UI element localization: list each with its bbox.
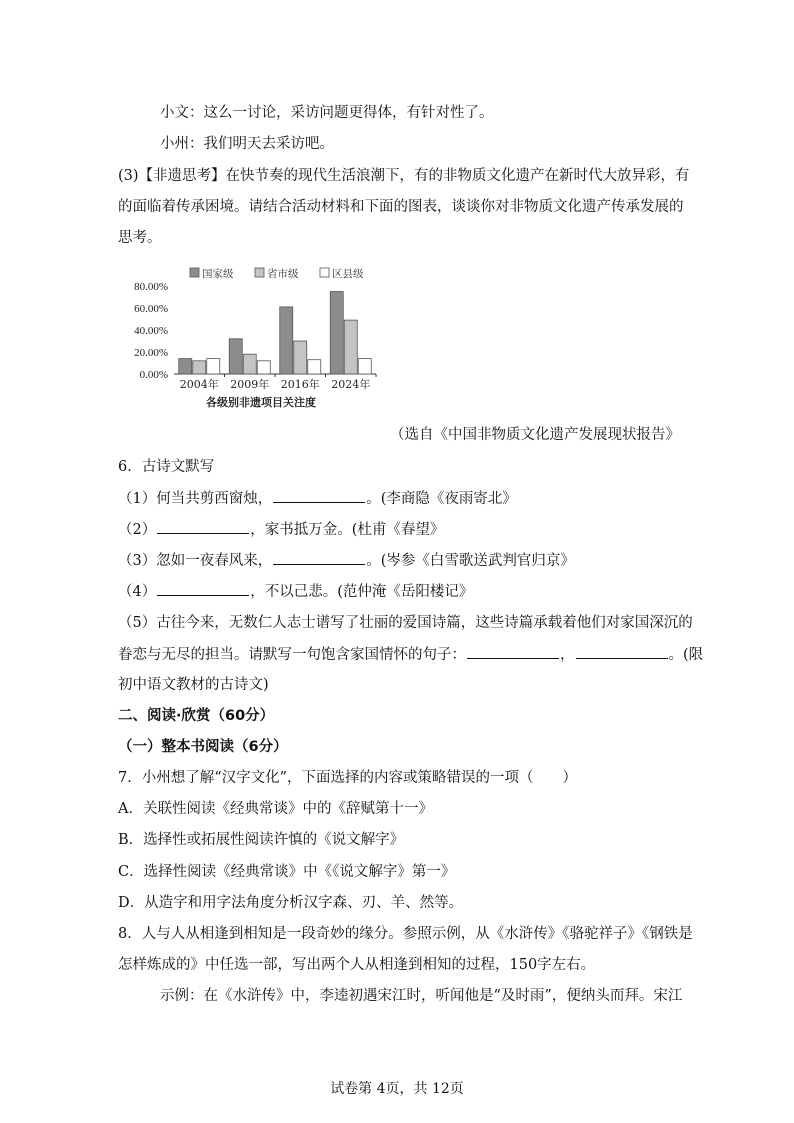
legend-swatch	[320, 268, 329, 277]
bar	[294, 341, 307, 374]
bar	[193, 361, 206, 374]
q6-item-5-line3: 初中语文教材的古诗文)	[118, 677, 269, 693]
y-tick-label: 80.00%	[134, 281, 168, 293]
q6-item-3-post: 。(岑参《白雪歌送武判官归京》	[366, 553, 575, 569]
answer-blank-3[interactable]	[273, 550, 365, 565]
legend-label: 国家级	[202, 268, 234, 280]
bar	[358, 359, 371, 374]
q3-line2: 的面临着传承困境。请结合活动材料和下面的图表，谈谈你对非物质文化遗产传承发展的	[118, 199, 684, 215]
answer-blank-5a[interactable]	[467, 644, 559, 659]
y-tick-label: 60.00%	[134, 303, 168, 315]
bar	[229, 339, 242, 374]
legend-swatch	[255, 268, 264, 277]
bar	[243, 354, 256, 374]
y-tick-label: 20.00%	[134, 347, 168, 359]
answer-blank-4[interactable]	[157, 581, 249, 596]
q6-item-2-pre: （2）	[118, 522, 157, 538]
dialogue-xiaozhou: 小州：我们明天去采访吧。	[160, 136, 334, 152]
chart-source: （选自《中国非物质文化遗产发展现状报告》	[390, 427, 680, 443]
q3-line1: (3)【非遗思考】在快节奏的现代生活浪潮下，有的非物质文化遗产在新时代大放异彩，有	[118, 168, 690, 184]
q6-item-4	[118, 581, 473, 602]
x-tick-label: 2004年	[179, 378, 219, 391]
q6-item-5-post: 。(限	[668, 647, 704, 663]
q6-item-5-line2	[118, 644, 703, 665]
q7-option-a[interactable]: A．关联性阅读《经典常谈》中的《辞赋第十一》	[118, 801, 433, 817]
answer-blank-5b[interactable]	[576, 644, 668, 659]
bar	[179, 359, 192, 374]
q6-item-4-pre: （4）	[118, 584, 157, 600]
answer-blank-2[interactable]	[157, 519, 249, 534]
q8-example: 示例：在《水浒传》中，李逵初遇宋江时，听闻他是“及时雨”，便纳头而拜。宋江	[160, 988, 683, 1004]
y-tick-label: 40.00%	[134, 325, 168, 337]
q6-title: 6．古诗文默写	[118, 459, 215, 475]
q7-option-d[interactable]: D．从造字和用字法角度分析汉字森、刃、羊、然等。	[118, 895, 464, 911]
q6-item-2	[118, 519, 444, 540]
q8-line2: 怎样炼成的》中任选一部，写出两个人从相逢到相知的过程，150字左右。	[118, 957, 596, 973]
q7-option-b[interactable]: B．选择性或拓展性阅读许慎的《说文解字》	[118, 832, 405, 848]
q6-item-3	[118, 550, 575, 571]
q6-item-4-post: ，不以己悲。(范仲淹《岳阳楼记》	[250, 584, 474, 600]
dialogue-xiaowen: 小文：这么一讨论，采访问题更得体，有针对性了。	[160, 105, 494, 121]
bar	[280, 307, 293, 374]
q7-option-c[interactable]: C．选择性阅读《经典常谈》中《《说文解字》第一》	[118, 864, 456, 880]
y-tick-label: 0.00%	[139, 369, 168, 381]
legend-swatch	[190, 268, 199, 277]
q7-stem: 7．小州想了解“汉字文化”，下面选择的内容或策略错误的一项（ ）	[118, 770, 578, 786]
x-tick-label: 2024年	[331, 378, 371, 391]
q6-item-5-pre: 眷恋与无尽的担当。请默写一句饱含家国情怀的句子：	[118, 647, 466, 663]
q6-item-3-pre: （3）忽如一夜春风来，	[118, 553, 273, 569]
bar	[344, 320, 357, 374]
q6-item-2-post: ，家书抵万金。(杜甫《春望》	[250, 522, 445, 538]
q6-item-1-pre: （1）何当共剪西窗烛，	[118, 491, 273, 507]
q8-line1: 8．人与人从相逢到相知是一段奇妙的缘分。参照示例，从《水浒传》《骆驼祥子》《钢铁是	[118, 926, 693, 942]
x-tick-label: 2009年	[230, 378, 270, 391]
bar	[330, 292, 343, 375]
q6-item-1-post: 。(李商隐《夜雨寄北》	[366, 491, 517, 507]
chart-title: 各级别非遗项目关注度	[206, 396, 316, 409]
bar-chart	[118, 262, 388, 412]
legend-label: 省市级	[267, 268, 299, 280]
section-2-sub1: （一）整本书阅读（6分）	[118, 739, 288, 755]
answer-blank-1[interactable]	[273, 488, 365, 503]
legend-label: 区县级	[332, 268, 364, 280]
q3-line3: 思考。	[118, 230, 162, 246]
q6-item-5-mid: ，	[560, 647, 575, 663]
x-tick-label: 2016年	[280, 378, 320, 391]
page-footer: 试卷第 4页，共 12页	[330, 1081, 464, 1097]
bar	[207, 359, 220, 374]
section-2-title: 二、阅读·欣赏（60分）	[118, 708, 275, 724]
bar	[308, 360, 321, 374]
q6-item-5-line1: （5）古往今来，无数仁人志士谱写了壮丽的爱国诗篇，这些诗篇承载着他们对家国深沉的	[118, 615, 693, 631]
q6-item-1	[118, 488, 517, 509]
bar	[257, 361, 270, 374]
